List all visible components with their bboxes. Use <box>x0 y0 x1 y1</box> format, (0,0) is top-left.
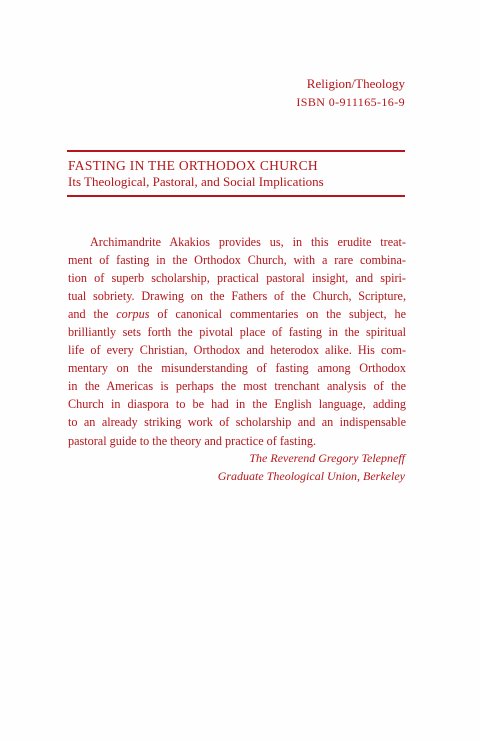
blurb-line: pastoral guide to the theory and practice of fasting. <box>68 433 317 448</box>
blurb-text: and the <box>68 307 109 322</box>
attribution-affiliation: Graduate Theological Union, Berkeley <box>217 469 405 483</box>
title-rule-bottom <box>67 195 405 197</box>
blurb-paragraph <box>68 233 406 450</box>
blurb-line: mentary on the misunderstanding of fasting among Orthodox <box>68 361 406 376</box>
blurb-line: Archimandrite Akakios provides us, in this erudite treat- <box>90 235 406 249</box>
corpus-italic: corpus <box>116 307 150 322</box>
blurb-text: of canonical commentaries on the subject, he <box>157 307 406 322</box>
isbn-label: ISBN 0-911165-16-9 <box>296 95 405 109</box>
book-subtitle: Its Theological, Pastoral, and Social Implications <box>68 174 324 189</box>
blurb-line: tual sobriety. Drawing on the Fathers of the Church, Scripture, <box>68 289 406 304</box>
blurb-line: Church in diaspora to be had in the English language, adding <box>68 397 406 412</box>
blurb-line-with-italic <box>68 305 406 323</box>
attribution-name: The Reverend Gregory Telepneff <box>249 451 405 465</box>
blurb-line: ment of fasting in the Orthodox Church, with a rare combina- <box>68 253 406 268</box>
blurb-line: life of every Christian, Orthodox and heterodox alike. His com- <box>68 343 406 358</box>
category-block <box>296 75 405 111</box>
blurb-line: brilliantly sets forth the pivotal place of fasting in the spiritual <box>68 325 406 340</box>
blurb-line: to an already striking work of scholarship and an indispensable <box>68 415 406 430</box>
blurb-line: tion of superb scholarship, practical pastoral insight, and spiri- <box>68 271 406 286</box>
category-label: Religion/Theology <box>306 76 405 91</box>
title-rule-top <box>67 150 405 152</box>
book-title: FASTING IN THE ORTHODOX CHURCH <box>68 158 318 173</box>
attribution-block <box>218 449 405 485</box>
blurb-line: in the Americas is perhaps the most trenchant analysis of the <box>68 379 406 394</box>
